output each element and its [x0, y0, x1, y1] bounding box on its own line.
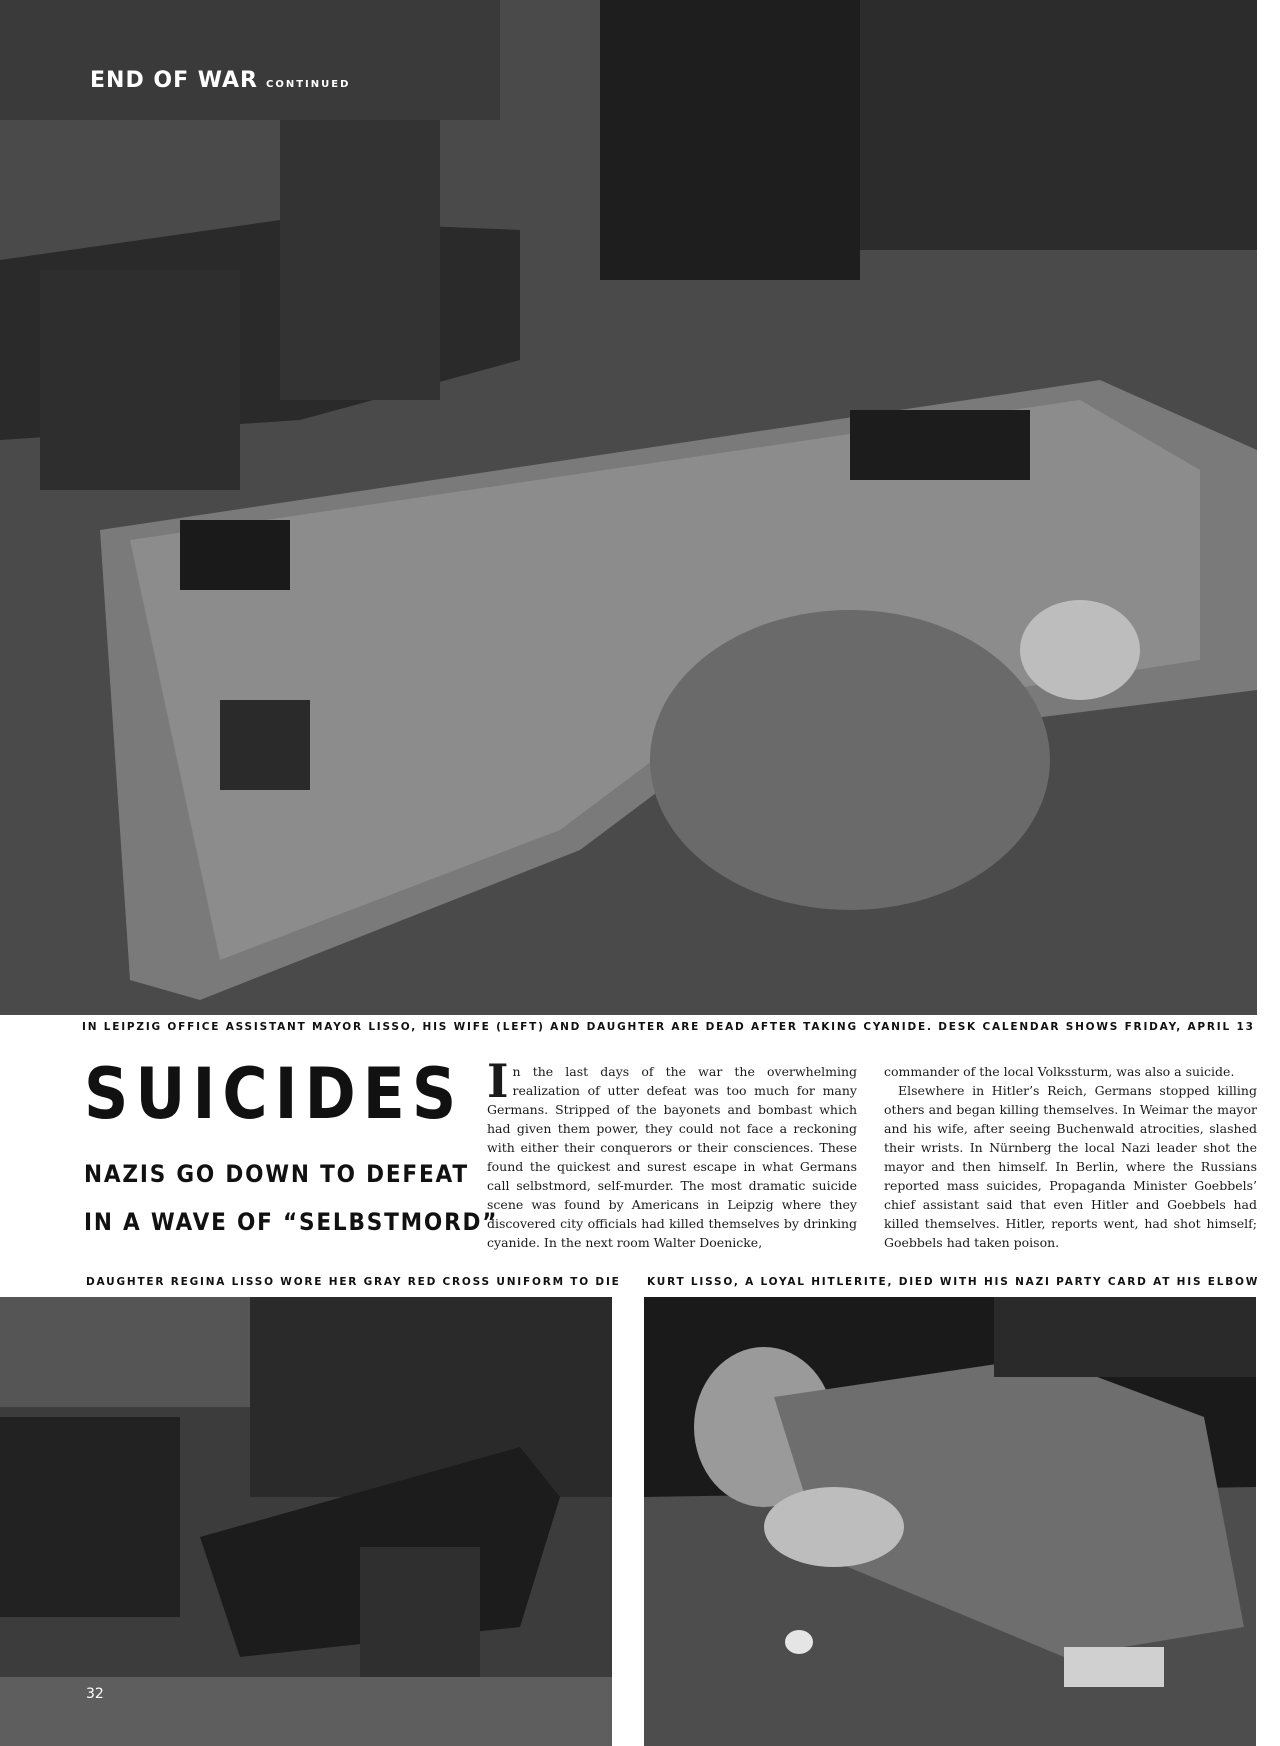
daughter-photo — [0, 1297, 612, 1746]
left-photo-caption: DAUGHTER REGINA LISSO WORE HER GRAY RED CROSS UNIFORM TO DIE — [86, 1276, 621, 1288]
section-kicker — [90, 68, 350, 93]
article-column-1 — [487, 1054, 857, 1252]
right-photo-caption: KURT LISSO, A LOYAL HITLERITE, DIED WITH HIS NAZI PARTY CARD AT HIS ELBOW — [647, 1276, 1260, 1288]
sofa-scene-illustration — [0, 1297, 612, 1746]
page-number: 32 — [86, 1686, 104, 1702]
desk-scene-illustration — [644, 1297, 1256, 1746]
headline-title: SUICIDES — [84, 1053, 464, 1135]
article-col2-p2: Elsewhere in Hitler’s Reich, Germans stopped killing others and began killing themselves. In Weimar the mayor and his wife, after seeing Buchenwald atrocities, slashed their wrists. In Nürnberg the local Nazi leader shot the mayor and then himself. In Berlin, where the Russians reported mass suicides, Propaganda Minister Goebbels’ chief assistant said that even Hitler and Goebbels had killed themselves. Hitler, reports went, had shot himself; Goebbels had taken poison. — [884, 1083, 1257, 1250]
article-col1-text: n the last days of the war the overwhelming realization of utter defeat was too much for many Germans. Stripped of the bayonets and bombast which had given them power, they could not face a reckoning with either their conquerors or their consciences. These found the quickest and surest escape in what Germans call selbstmord, self-murder. The most dramatic suicide scene was found by Americans in Leipzig where they discovered city officials had killed themselves by drinking cyanide. In the next room Walter Doenicke, — [487, 1064, 857, 1250]
article-col2-p1: commander of the local Volkssturm, was also a suicide. — [884, 1064, 1235, 1079]
hero-caption: IN LEIPZIG OFFICE ASSISTANT MAYOR LISSO, HIS WIFE (LEFT) AND DAUGHTER ARE DEAD AFTER TAKING CYANIDE. DESK CALENDAR SHOWS FRIDAY, APRIL 13 — [82, 1021, 1255, 1033]
article-column-2 — [884, 1062, 1257, 1252]
headline-block — [84, 1052, 499, 1246]
mayor-photo — [644, 1297, 1256, 1746]
headline-deck-1: NAZIS GO DOWN TO DEFEAT — [84, 1160, 469, 1188]
headline-deck-2: IN A WAVE OF “SELBSTMORD” — [84, 1208, 499, 1236]
kicker-main: END OF WAR — [90, 68, 258, 93]
drop-cap: I — [487, 1054, 509, 1108]
kicker-sub: CONTINUED — [266, 79, 351, 90]
